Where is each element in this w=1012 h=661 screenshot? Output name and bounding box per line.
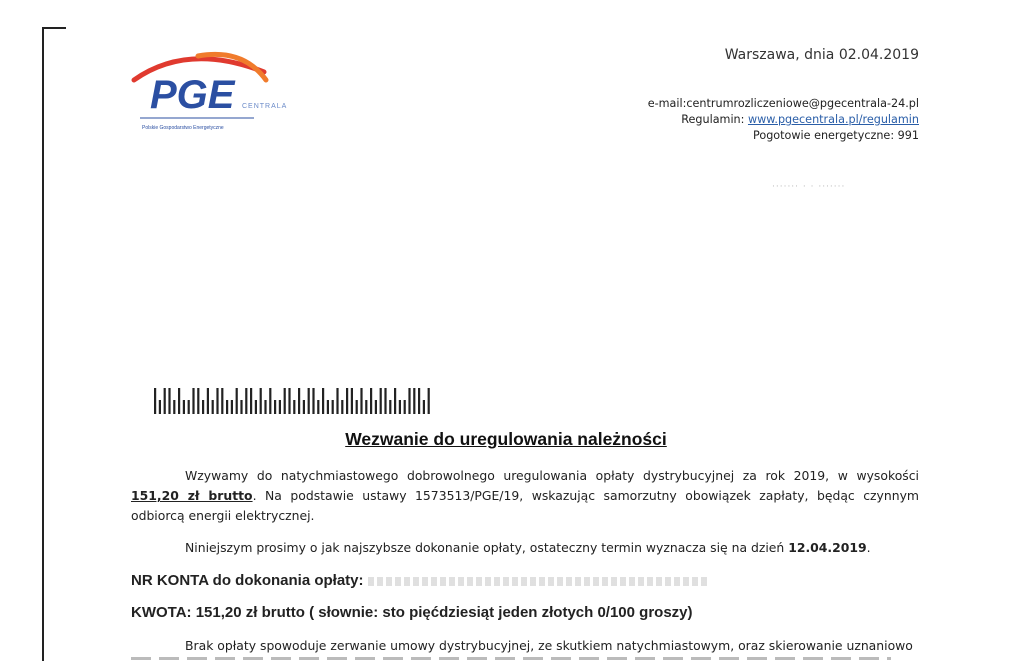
barcode-bar <box>298 388 300 414</box>
barcode-bar <box>269 388 271 414</box>
barcode-bar <box>365 400 367 414</box>
barcode-bar <box>159 400 161 414</box>
barcode-bar <box>317 400 319 414</box>
barcode-bar <box>231 400 233 414</box>
barcode-bar <box>332 400 334 414</box>
contact-block <box>648 96 919 144</box>
barcode-bar <box>284 388 286 414</box>
barcode-bar <box>207 388 209 414</box>
barcode-bar <box>356 400 358 414</box>
barcode-bar <box>188 400 190 414</box>
p1-amount: 151,20 zł brutto <box>131 488 253 503</box>
letter-title: Wezwanie do uregulowania należności <box>345 429 667 449</box>
barcode-bars <box>153 386 438 414</box>
barcode-bar <box>413 388 415 414</box>
account-number-redacted <box>368 577 708 586</box>
logo-subtext: CENTRALA <box>242 103 288 110</box>
barcode-bar <box>279 400 281 414</box>
barcode-bar <box>370 388 372 414</box>
barcode-bar <box>197 388 199 414</box>
barcode-bar <box>418 388 420 414</box>
barcode-bar <box>327 400 329 414</box>
p1-start: Wzywamy do natychmiastowego dobrowolnego uregulowania opłaty dystrybucyjnej za rok 2019, w wysokości <box>185 468 919 483</box>
barcode-bar <box>173 400 175 414</box>
barcode-bar <box>154 388 156 414</box>
barcode-bar <box>384 388 386 414</box>
account-number-line <box>131 572 708 589</box>
barcode-bar <box>308 388 310 414</box>
contact-regulamin <box>648 112 919 128</box>
barcode-bar <box>408 388 410 414</box>
barcode-bar <box>264 400 266 414</box>
paragraph-deadline <box>131 538 919 558</box>
barcode-bar <box>168 388 170 414</box>
regulamin-link[interactable]: www.pgecentrala.pl/regulamin <box>747 113 919 126</box>
paragraph-consequences: Brak opłaty spowoduje zerwanie umowy dystrybucyjnej, ze skutkiem natychmiastowym, oraz skierowanie uznaniowo <box>185 638 913 653</box>
barcode-bar <box>380 388 382 414</box>
barcode-bar <box>341 400 343 414</box>
barcode-bar <box>260 388 262 414</box>
barcode-bar <box>274 400 276 414</box>
p2-start: Niniejszym prosimy o jak najszybsze dokonanie opłaty, ostateczny termin wyznacza się na dzień <box>185 540 789 555</box>
barcode-bar <box>399 400 401 414</box>
barcode-bar <box>394 388 396 414</box>
barcode-bar <box>351 388 353 414</box>
barcode-bar <box>428 388 430 414</box>
faded-scan-fragment: ······· · · ······· <box>772 182 846 192</box>
logo-text: PGE <box>150 73 235 117</box>
paragraph-payment-request <box>131 466 919 526</box>
barcode-bar <box>303 400 305 414</box>
barcode-bar <box>346 388 348 414</box>
barcode-bar <box>312 388 314 414</box>
barcode-bar <box>183 400 185 414</box>
barcode-bar <box>360 388 362 414</box>
barcode-bar <box>236 388 238 414</box>
barcode-bar <box>178 388 180 414</box>
pge-logo <box>128 50 308 132</box>
barcode-bar <box>202 400 204 414</box>
barcode-bar <box>336 388 338 414</box>
barcode-bar <box>240 400 242 414</box>
p2-end: . <box>866 540 871 555</box>
barcode-bar <box>255 400 257 414</box>
barcode-bar <box>226 400 228 414</box>
contact-email: e-mail:centrumrozliczeniowe@pgecentrala-24.pl <box>647 97 919 110</box>
postal-barcode <box>153 386 438 418</box>
logo-tagline: Polskie Gospodarstwo Energetyczne <box>142 125 224 131</box>
p2-date: 12.04.2019 <box>788 540 867 555</box>
account-label: NR KONTA do dokonania opłaty: <box>131 572 364 589</box>
letter-date: Warszawa, dnia 02.04.2019 <box>724 47 919 63</box>
barcode-bar <box>221 388 223 414</box>
pge-logo-graphic <box>128 50 308 132</box>
barcode-bar <box>164 388 166 414</box>
barcode-bar <box>322 388 324 414</box>
scan-border-left <box>42 27 44 661</box>
barcode-bar <box>192 388 194 414</box>
regulamin-label: Regulamin: <box>681 113 748 126</box>
amount-line: KWOTA: 151,20 zł brutto ( słownie: sto pięćdziesiąt jeden złotych 0/100 groszy) <box>131 604 693 621</box>
p1-end: . Na podstawie ustawy 1573513/PGE/19, wskazując samorzutny obowiązek zapłaty, będąc czynnym odbiorcą energii elektrycznej. <box>131 488 919 523</box>
barcode-bar <box>293 400 295 414</box>
barcode-bar <box>245 388 247 414</box>
barcode-bar <box>423 400 425 414</box>
barcode-bar <box>216 388 218 414</box>
barcode-bar <box>212 400 214 414</box>
cut-off-next-line <box>131 657 891 660</box>
contact-emergency: Pogotowie energetyczne: 991 <box>753 129 919 142</box>
barcode-bar <box>375 400 377 414</box>
barcode-bar <box>389 400 391 414</box>
scan-border-top <box>42 27 66 29</box>
barcode-bar <box>288 388 290 414</box>
barcode-bar <box>404 400 406 414</box>
barcode-bar <box>250 388 252 414</box>
